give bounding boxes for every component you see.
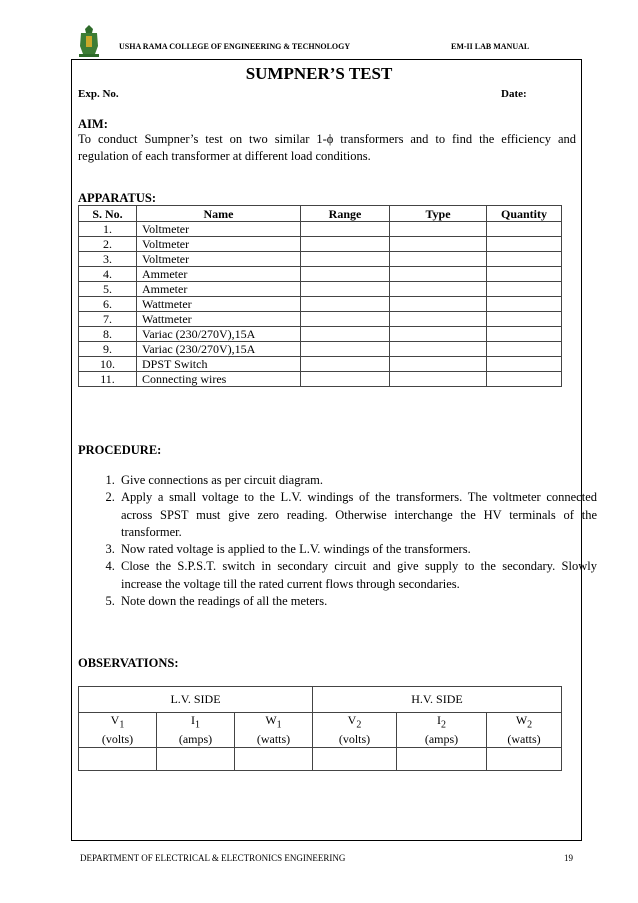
table-row <box>79 282 562 297</box>
table-row <box>79 297 562 312</box>
page-title: SUMPNER’S TEST <box>245 64 393 83</box>
column-header-range: Range <box>301 206 390 222</box>
quantity-symbol: V <box>347 713 357 727</box>
table-row <box>79 222 562 237</box>
quantity-symbol: W <box>265 713 277 727</box>
sno-cell: 1. <box>79 222 137 237</box>
college-name: USHA RAMA COLLEGE OF ENGINEERING & TECHNOLOGY <box>119 42 351 51</box>
lv-side-header: L.V. SIDE <box>79 687 313 713</box>
quantity-subscript: 1 <box>195 719 200 731</box>
sno-cell: 2. <box>79 237 137 252</box>
procedure-list <box>97 472 597 610</box>
quantity-subscript: 2 <box>527 719 533 731</box>
type-cell <box>390 312 487 327</box>
type-cell <box>390 372 487 387</box>
procedure-step: 2. Apply a small voltage to the L.V. windings of the transformers. The voltmeter connected across SPST must give zero reading. Otherwise interchange the HV terminals of the transformer. <box>118 489 597 541</box>
name-cell: Connecting wires <box>137 372 301 387</box>
name-cell: Voltmeter <box>137 252 301 267</box>
quantity-symbol: I <box>191 713 195 727</box>
range-cell <box>301 237 390 252</box>
sno-cell: 11. <box>79 372 137 387</box>
reading-cell <box>79 748 157 771</box>
type-cell <box>390 282 487 297</box>
type-cell <box>390 327 487 342</box>
manual-name: EM-II LAB MANUAL <box>451 42 530 51</box>
quantity-unit: (amps) <box>424 732 459 747</box>
table-row <box>79 342 562 357</box>
type-cell <box>390 342 487 357</box>
apparatus-header-row <box>79 206 562 222</box>
table-row <box>79 327 562 342</box>
name-cell: Voltmeter <box>137 237 301 252</box>
sno-cell: 4. <box>79 267 137 282</box>
quantity-header-w1 <box>235 713 313 748</box>
range-cell <box>301 222 390 237</box>
page-number: 19 <box>564 853 573 863</box>
range-cell <box>301 357 390 372</box>
column-header-quantity: Quantity <box>487 206 562 222</box>
quantity-unit: (volts) <box>101 732 134 747</box>
quantity-unit: (watts) <box>256 732 291 747</box>
hv-side-header: H.V. SIDE <box>313 687 562 713</box>
reading-cell <box>157 748 235 771</box>
name-cell: Ammeter <box>137 282 301 297</box>
sno-cell: 6. <box>79 297 137 312</box>
type-cell <box>390 357 487 372</box>
reading-cell <box>313 748 397 771</box>
quantity-cell <box>487 252 562 267</box>
quantity-header-w2 <box>487 713 562 748</box>
observations-heading: OBSERVATIONS: <box>78 656 179 670</box>
name-cell: Voltmeter <box>137 222 301 237</box>
type-cell <box>390 222 487 237</box>
range-cell <box>301 252 390 267</box>
quantity-symbol: V <box>110 713 120 727</box>
range-cell <box>301 267 390 282</box>
sno-cell: 8. <box>79 327 137 342</box>
observations-table <box>78 686 562 771</box>
blank-reading-row <box>79 748 562 771</box>
table-row <box>79 312 562 327</box>
quantity-cell <box>487 267 562 282</box>
quantity-unit: (amps) <box>178 732 213 747</box>
quantity-cell <box>487 372 562 387</box>
range-cell <box>301 342 390 357</box>
table-row <box>79 372 562 387</box>
quantity-subscript: 1 <box>276 719 282 731</box>
procedure-heading: PROCEDURE: <box>78 443 162 457</box>
apparatus-heading: APPARATUS: <box>78 191 157 205</box>
quantity-header-v2 <box>313 713 397 748</box>
aim-heading: AIM: <box>78 117 108 131</box>
procedure-step: 1. Give connections as per circuit diagram. <box>118 472 597 489</box>
sno-cell: 5. <box>79 282 137 297</box>
footer-department: DEPARTMENT OF ELECTRICAL & ELECTRONICS ENGINEERING <box>80 853 346 863</box>
table-row <box>79 357 562 372</box>
sno-cell: 3. <box>79 252 137 267</box>
type-cell <box>390 297 487 312</box>
sno-cell: 10. <box>79 357 137 372</box>
name-cell: Ammeter <box>137 267 301 282</box>
range-cell <box>301 297 390 312</box>
name-cell: Wattmeter <box>137 297 301 312</box>
exp-no-label: Exp. No. <box>78 88 119 100</box>
procedure-step: 4. Close the S.P.S.T. switch in secondary circuit and give supply to the secondary. Slowly increase the voltage till the rated current flows through secondaries. <box>118 558 597 593</box>
quantity-subscript: 2 <box>356 719 362 731</box>
side-header-row <box>79 687 562 713</box>
column-header-type: Type <box>390 206 487 222</box>
quantity-cell <box>487 312 562 327</box>
quantity-cell <box>487 327 562 342</box>
name-cell: Wattmeter <box>137 312 301 327</box>
quantity-header-i1 <box>157 713 235 748</box>
range-cell <box>301 327 390 342</box>
type-cell <box>390 267 487 282</box>
table-row <box>79 267 562 282</box>
quantity-header-v1 <box>79 713 157 748</box>
quantity-cell <box>487 297 562 312</box>
sno-cell: 9. <box>79 342 137 357</box>
college-emblem-icon <box>77 24 101 58</box>
procedure-step: 3. Now rated voltage is applied to the L.V. windings of the transformers. <box>118 541 597 558</box>
aim-text: To conduct Sumpner’s test on two similar 1-ϕ transformers and to find the efficiency and regulation of each transformer at different load conditions. <box>78 132 576 163</box>
table-row <box>79 252 562 267</box>
reading-cell <box>397 748 487 771</box>
quantity-unit: (watts) <box>507 732 541 747</box>
column-header-name: Name <box>137 206 301 222</box>
table-row <box>79 237 562 252</box>
type-cell <box>390 252 487 267</box>
sno-cell: 7. <box>79 312 137 327</box>
quantity-header-i2 <box>397 713 487 748</box>
quantity-subscript: 2 <box>441 719 446 731</box>
date-label: Date: <box>501 88 527 100</box>
quantity-cell <box>487 342 562 357</box>
range-cell <box>301 372 390 387</box>
apparatus-table <box>78 205 562 387</box>
reading-cell <box>235 748 313 771</box>
name-cell: DPST Switch <box>137 357 301 372</box>
reading-cell <box>487 748 562 771</box>
name-cell: Variac (230/270V),15A <box>137 327 301 342</box>
quantity-subscript: 1 <box>119 719 125 731</box>
quantity-cell <box>487 282 562 297</box>
type-cell <box>390 237 487 252</box>
quantity-unit: (volts) <box>338 732 371 747</box>
quantity-cell <box>487 237 562 252</box>
quantity-header-row <box>79 713 562 748</box>
quantity-cell <box>487 357 562 372</box>
procedure-step: 5. Note down the readings of all the meters. <box>118 593 597 610</box>
column-header-sno: S. No. <box>79 206 137 222</box>
range-cell <box>301 312 390 327</box>
name-cell: Variac (230/270V),15A <box>137 342 301 357</box>
quantity-symbol: W <box>515 713 528 727</box>
quantity-cell <box>487 222 562 237</box>
range-cell <box>301 282 390 297</box>
quantity-symbol: I <box>437 713 441 727</box>
